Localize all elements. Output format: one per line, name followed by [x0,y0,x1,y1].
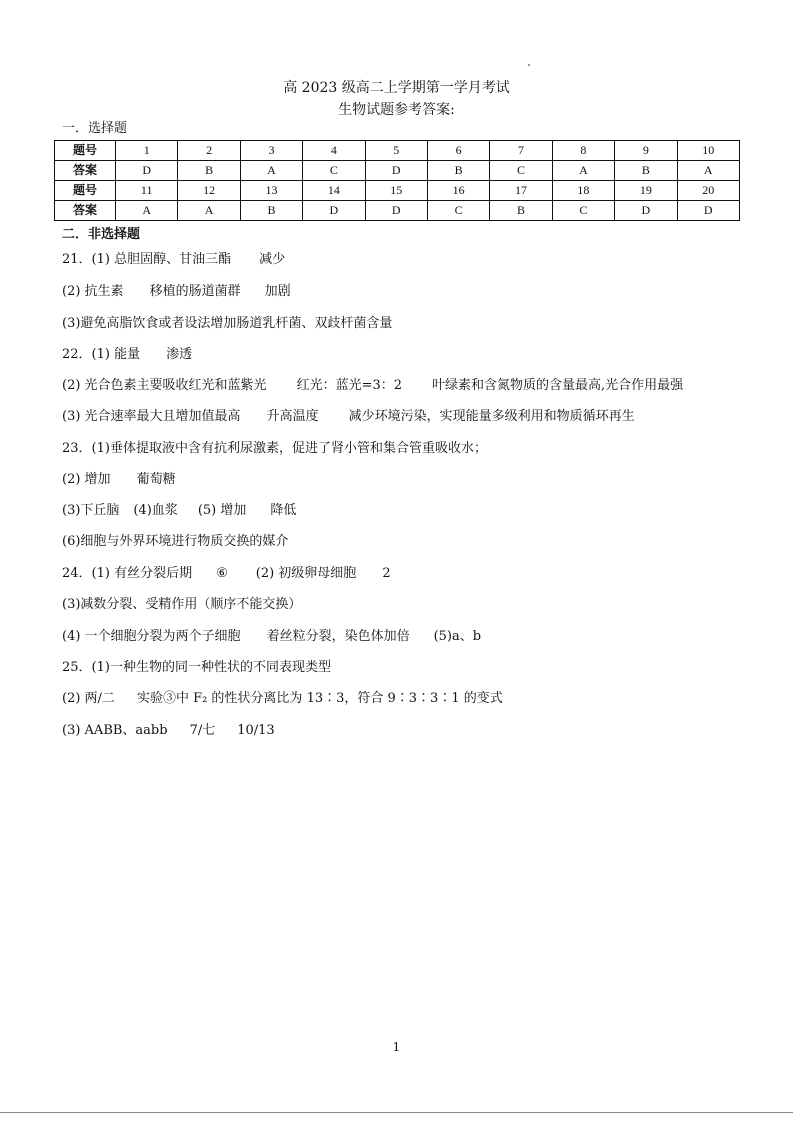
question-number-cell: 5 [365,141,427,161]
answer-fragment: 渗透 [166,347,193,362]
answer-fragment: (3)避免高脂饮食或者设法增加肠道乳杆菌、双歧杆菌含量 [62,316,393,331]
answer-fragment: (4)血浆 [133,503,178,518]
answer-cell: B [240,201,302,221]
answer-cell: C [303,161,365,181]
answer-line [62,441,487,457]
answer-fragment: 葡萄糖 [136,472,176,487]
answer-fragment: (3)减数分裂、受精作用（顺序不能交换） [62,597,302,612]
answer-cell: A [240,161,302,181]
answer-line [62,534,288,550]
answer-fragment: 移植的肠道菌群 [149,284,241,299]
answer-cell: A [552,161,614,181]
answer-line [62,472,176,488]
answer-fragment: (2) 初级卵母细胞 [255,566,357,581]
answer-cell: B [178,161,240,181]
answer-fragment: (2) 两/二 [62,691,115,706]
answer-cell: A [116,201,178,221]
answer-fragment: (4) 一个细胞分裂为两个子细胞 [62,629,241,644]
page-title: 高 2023 级高二上学期第一学月考试 [283,80,510,96]
table-row-answers [55,201,740,221]
answer-cell: D [365,161,427,181]
question-number-cell: 11 [116,181,178,201]
row-header-answer: 答案 [55,201,116,221]
answer-fragment: ⑥ [216,566,228,581]
answer-fragment: 减少环境污染，实现能量多级利用和物质循环再生 [348,409,635,424]
page-bottom-rule [0,1112,793,1113]
table-row-numbers [55,141,740,161]
answer-cell: C [552,201,614,221]
answer-cell: D [116,161,178,181]
answer-line [62,566,391,582]
answer-fragment: 7/七 [189,723,216,738]
answer-line [62,316,392,332]
question-number-cell: 9 [615,141,677,161]
answer-cell: A [677,161,739,181]
page-number: 1 [392,1040,401,1054]
row-header-answer: 答案 [55,161,116,181]
answer-line [62,660,331,676]
answer-fragment: 升高温度 [266,409,319,424]
answer-cell: D [615,201,677,221]
question-number-cell: 18 [552,181,614,201]
question-number-cell: 16 [427,181,489,201]
page-subtitle: 生物试题参考答案: [338,102,455,118]
answer-line [62,723,275,739]
answer-line [62,691,503,707]
answer-fragment: 24．(1) 有丝分裂后期 [62,566,193,581]
answer-fragment: 加剧 [264,284,291,299]
question-number-cell: 20 [677,181,739,201]
answer-fragment: (3) AABB、aabb [62,723,168,738]
answer-line [62,503,296,519]
question-number-cell: 12 [178,181,240,201]
answer-fragment: (5) 增加 [197,503,247,518]
answer-fragment: (2) 增加 [62,472,111,487]
stray-dot [528,64,530,66]
answer-cell: A [178,201,240,221]
answer-cell: B [427,161,489,181]
answer-fragment: (2) 光合色素主要吸收红光和蓝紫光 [62,378,267,393]
question-number-cell: 14 [303,181,365,201]
answer-line [62,629,481,645]
answer-line [62,347,192,363]
table-row-numbers [55,181,740,201]
answer-cell: C [427,201,489,221]
answer-cell: C [490,161,552,181]
question-number-cell: 7 [490,141,552,161]
question-number-cell: 15 [365,181,427,201]
answer-fragment: (5)a、b [433,629,482,644]
answer-fragment: 10/13 [237,723,275,738]
question-number-cell: 4 [303,141,365,161]
answer-line [62,252,285,268]
question-number-cell: 3 [240,141,302,161]
question-number-cell: 2 [178,141,240,161]
question-number-cell: 6 [427,141,489,161]
row-header-num: 题号 [55,141,116,161]
question-number-cell: 1 [116,141,178,161]
answer-cell: D [677,201,739,221]
row-header-num: 题号 [55,181,116,201]
answer-fragment: 25．(1)一种生物的同一种性状的不同表现类型 [62,660,331,675]
question-number-cell: 13 [240,181,302,201]
question-number-cell: 17 [490,181,552,201]
answer-line [62,378,683,394]
answer-cell: B [490,201,552,221]
table-row-answers [55,161,740,181]
answer-fragment: (3) 光合速率最大且增加值最高 [62,409,241,424]
answer-fragment: (3)下丘脑 [62,503,120,518]
answer-cell: D [303,201,365,221]
answer-fragment: (6)细胞与外界环境进行物质交换的媒介 [62,534,289,549]
question-number-cell: 19 [615,181,677,201]
answer-fragment: 2 [382,566,391,581]
question-number-cell: 8 [552,141,614,161]
answer-fragment: 减少 [259,252,286,267]
answer-fragment: 23．(1)垂体提取液中含有抗利尿激素，促进了肾小管和集合管重吸收水； [62,441,487,456]
answer-fragment: 红光：蓝光=3：2 [296,378,402,393]
question-number-cell: 10 [677,141,739,161]
answer-fragment: 叶绿素和含氮物质的含量最高,光合作用最强 [432,378,684,393]
answer-fragment: 着丝粒分裂，染色体加倍 [266,629,410,644]
answer-fragment: 21．(1) 总胆固醇、甘油三酯 [62,252,232,267]
answer-table [54,140,740,221]
answer-line [62,597,301,613]
answer-fragment: 22．(1) 能量 [62,347,141,362]
section-choice-label: 一．选择题 [62,121,128,136]
answer-cell: B [615,161,677,181]
answer-cell: D [365,201,427,221]
answer-fragment: 降低 [270,503,297,518]
answer-line [62,409,635,425]
answer-fragment: (2) 抗生素 [62,284,124,299]
section-nonchoice-label: 二．非选择题 [62,227,141,242]
answer-fragment: 实验③中 F₂ 的性状分离比为 13∶3，符合 9∶3∶3∶1 的变式 [136,691,503,706]
answer-line [62,284,291,300]
